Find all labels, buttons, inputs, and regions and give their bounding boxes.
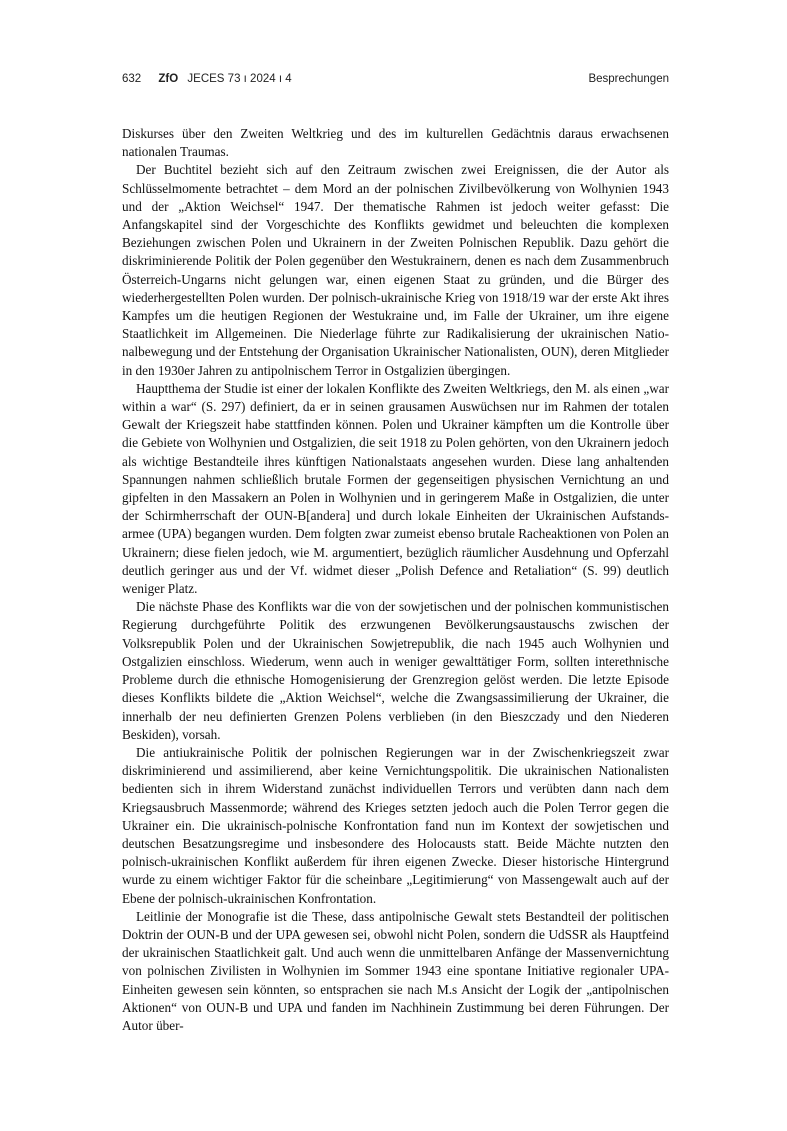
header-left bbox=[122, 73, 292, 85]
paragraph-6: Leitlinie der Monografie ist die These, dass antipolnische Gewalt stets Bestandteil der politischen Doktrin der OUN-B und der UPA gewesen sei, obwohl nicht Polen, sondern die UdSSR als Hauptfeind der ukrainischen Staatlichkeit galt. Und auch wenn die unmittelbaren Anfänge der Massenvernichtung von polnischen Zivilisten in Wolhynien im Sommer 1943 eine spontane Initiative regionaler UPA-Einheiten gewesen sein könnten, so entsprachen sie nach M.s Ansicht der Logik der „antipolnischen Aktionen“ von OUN-B und UPA und fanden im Nachhinein Zustimmung bei deren Führungen. Der Autor über- bbox=[122, 908, 669, 1033]
page-number: 632 bbox=[122, 73, 142, 85]
journal-issue: JECES 73 ı 2024 ı 4 bbox=[187, 73, 292, 85]
body-text bbox=[122, 125, 669, 1035]
paragraph-3: Hauptthema der Studie ist einer der lokalen Konflikte des Zweiten Weltkriegs, den M. als einen „war within a war“ (S. 297) definiert, da er in seinen grausamen Auswüchsen nur im Rahmen der totalen Gewalt der Kriegszeit habe stattfinden können. Polen und Ukrainer kämpften um die Kontrolle über die Gebiete von Wolhynien und Ostgalizien, die seit 1918 zu Polen gehörten, von den Ukrainern jedoch als wichtige Bestandteile ihres künftigen Nationalstaats angesehen wurden. Diese lang anhaltenden Spannungen nahmen schließlich brutale Formen der gegenseitigen physischen Vernichtung an und gipfelten in den Massakern an Polen in Wolhynien und in geringerem Maße in Ostgalizien, die unter der Schirmherrschaft der OUN-B[andera] und durch lokale Einheiten der Ukrainischen Aufstandsarmee (UPA) begangen wurden. Dem folgten zwar zumeist ebenso brutale Racheaktionen von Polen an Ukrainern; diese fielen jedoch, wie M. argumentiert, bezüglich räumlicher Ausdehnung und Opferzahl deutlich geringer aus und der Vf. widmet dieser „Polish Defence and Retaliation“ (S. 99) deutlich weniger Platz. bbox=[122, 380, 669, 597]
paragraph-1: Diskurses über den Zweiten Weltkrieg und des im kulturellen Gedächtnis daraus erwachsenen nationalen Traumas. bbox=[122, 126, 669, 160]
paragraph-5: Die antiukrainische Politik der polnischen Regierungen war in der Zwischenkriegszeit zwar diskriminierend und assimilierend, aber keine Vernichtungspolitik. Die ukrainischen Nationalisten bedienten sich in ihrem Widerstand zunächst individuellen Terrors und verübten dann nach dem Kriegsausbruch Massenmorde; während des Krieges setzten jedoch auch die Polen Terror gegen die Ukrainer ein. Die ukrainisch-polnische Konfrontation fand nun im Kontext der sowjetischen und deutschen Besatzungsregime und insbesondere des Holocausts statt. Beide Mächte nutzten den polnisch-ukrainischen Konflikt außerdem für ihren eigenen Zwecke. Dieser historische Hintergrund wurde zu einem wichtiger Faktor für die scheinbare „Legitimierung“ von Massengewalt auch auf der Ebene der polnisch-ukrainischen Konfrontation. bbox=[122, 744, 669, 906]
paragraph-2: Der Buchtitel bezieht sich auf den Zeitraum zwischen zwei Ereignissen, die der Autor als Schlüsselmomente betrachtet – dem Mord an der polnischen Zivilbevölkerung von Wolhynien 1943 und der „Aktion Weichsel“ 1947. Der thematische Rahmen ist jedoch weiter gefasst: Die Anfangskapitel sind der Vorgeschichte des Konflikts gewidmet und beleuchten die komplexen Beziehungen zwischen Polen und Ukrainern in der Zweiten Polnischen Republik. Dazu gehört die diskriminierende Politik der Polen gegenüber den Westukrainern, denen es nach dem Zusammenbruch Österreich-Ungarns nicht gelungen war, einen eigenen Staat zu gründen, und die Bürger des wiederhergestellten Polen wurden. Der polnisch-ukrainische Krieg von 1918/19 war der erste Akt ihres Kampfes um die heutigen Regionen der Westukraine und, im Falle der Ukrainer, um ihre eigene Staatlichkeit im Allgemeinen. Die Niederlage führte zur Radikalisierung der ukrainischen Nationalbewegung und der Entstehung der Organisation Ukrainischer Nationalisten, OUN), deren Mitglieder in den 1930er Jahren zu antipolnischem Terror in Ostgalizien übergingen. bbox=[122, 162, 669, 378]
journal-abbreviation: ZfO bbox=[158, 73, 179, 85]
running-header bbox=[122, 73, 669, 91]
section-title: Besprechungen bbox=[588, 73, 669, 85]
paragraph-4: Die nächste Phase des Konflikts war die von der sowjetischen und der polnischen kommunistischen Regierung durchgeführte Politik des erzwungenen Bevölkerungsaustauschs zwischen der Volksrepublik Polen und der Ukrainischen Sowjetrepublik, die nach 1945 auch Wolhynien und Ostgalizien einschloss. Wiederum, wenn auch in weniger gewalttätiger Form, sollten interethnische Probleme durch die ethnische Homogenisierung der Grenzregion gelöst werden. Die letzte Episode dieses Konflikts bildete die „Aktion Weichsel“, welche die Zwangsassimilierung der Ukrainer, die innerhalb der neu definierten Grenzen Polens verblieben (in den Bieszczady und den Niederen Beskiden), vorsah. bbox=[122, 599, 669, 742]
